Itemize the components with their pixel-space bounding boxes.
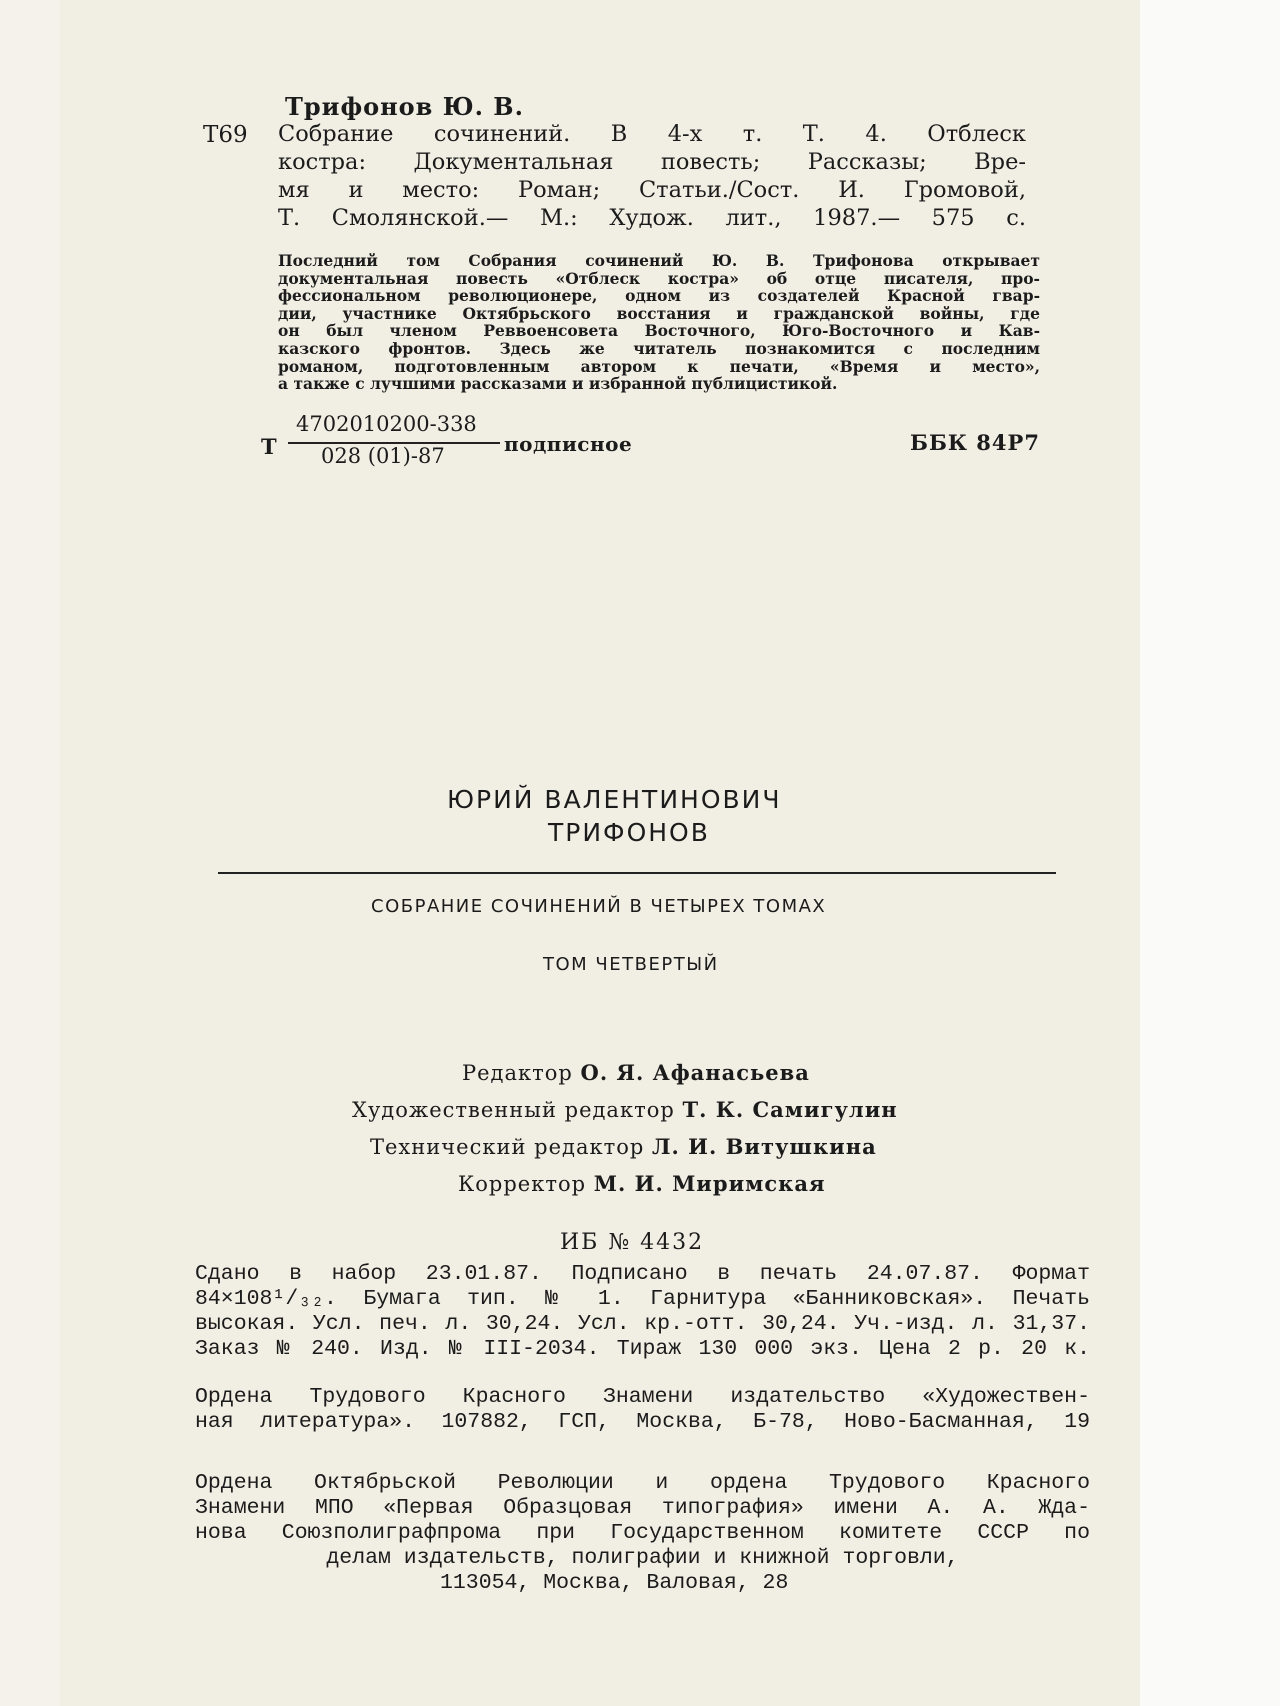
annotation-line: документальная повесть «Отблеск костра» об отце писателя, про- [278,268,1040,288]
print-details [195,1262,1090,1362]
credit-role: Художественный редактор [352,1098,675,1122]
credit-art-editor [352,1097,898,1122]
horizontal-rule [218,872,1056,874]
bib-line: костра: Документальная повесть; Рассказы; Вре- [278,149,1026,175]
bib-line: Т. Смолянской.— М.: Худож. лит., 1987.— 575 с. [278,205,1026,231]
annotation [278,252,1040,393]
credit-proofreader [458,1171,825,1196]
ib-number: ИБ № 4432 [560,1230,705,1255]
imprint-line: Сдано в набор 23.01.87. Подписано в печать 24.07.87. Формат [195,1262,1090,1286]
bbk-code: ББК 84Р7 [910,430,1040,455]
imprint-line: Ордена Трудового Красного Знамени издательство «Художествен- [195,1385,1090,1409]
annotation-line: романом, подготовленным автором к печати, «Время и место», [278,356,1040,376]
credit-editor [462,1060,810,1085]
credit-role: Корректор [458,1172,587,1196]
imprint-line: ная литература». 107882, ГСП, Москва, Б-78, Ново-Басманная, 19 [195,1410,1090,1434]
annotation-line: фессиональном революционере, одном из создателей Красной гвар- [278,286,1040,306]
subscription-label: подписное [504,432,633,456]
credit-person: О. Я. Афанасьева [580,1060,810,1085]
author-full-name-line1: ЮРИЙ ВАЛЕНТИНОВИЧ [447,785,782,814]
index-letter: Т [261,434,277,459]
imprint-line: Заказ № 240. Изд. № III-2034. Тираж 130 000 экз. Цена 2 р. 20 к. [195,1337,1090,1361]
volume-title: ТОМ ЧЕТВЕРТЫЙ [543,954,719,975]
publisher-info [195,1385,1090,1435]
credit-role: Технический редактор [370,1135,645,1159]
printer-address: 113054, Москва, Валовая, 28 [440,1571,789,1595]
index-denominator: 028 (01)-87 [321,444,445,468]
annotation-line: а также с лучшими рассказами и избранной публицистикой. [278,374,838,394]
annotation-line: казского фронтов. Здесь же читатель познакомится с последним [278,338,1040,358]
background-surface [1140,0,1280,1706]
imprint-line: Знамени МПО «Первая Образцовая типография» имени А. А. Жда- [195,1496,1090,1520]
imprint-line: 84×108¹/₃₂. Бумага тип. № 1. Гарнитура «Банниковская». Печать [195,1287,1090,1311]
annotation-line: он был членом Реввоенсовета Восточного, Юго-Восточного и Кав- [278,321,1040,341]
imprint-line: Ордена Октябрьской Революции и ордена Трудового Красного [195,1471,1090,1495]
credit-person: М. И. Миримская [593,1171,826,1196]
author-full-name-line2: ТРИФОНОВ [548,818,710,847]
printer-info [195,1471,1090,1596]
credit-person: Т. К. Самигулин [682,1097,898,1122]
index-numerator: 4702010200-338 [296,412,477,436]
credit-person: Л. И. Витушкина [651,1134,877,1159]
imprint-line: нова Союзполиграфпрома при Государственном комитете СССР по [195,1521,1090,1545]
bib-line: мя и место: Роман; Статьи./Сост. И. Громовой, [278,177,1026,203]
author-name: Трифонов Ю. В. [285,92,524,121]
annotation-line: дии, участнике Октябрьского восстания и гражданской войны, где [278,303,1040,323]
imprint-line: делам издательств, полиграфии и книжной торговли, [326,1546,959,1570]
bib-line: Собрание сочинений. В 4-х т. Т. 4. Отблеск [278,121,1026,147]
bibliographic-description [278,120,1026,232]
series-title: СОБРАНИЕ СОЧИНЕНИЙ В ЧЕТЫРЕХ ТОМАХ [371,896,827,917]
library-cipher: Т69 [203,122,248,148]
credit-role: Редактор [462,1061,573,1085]
credit-tech-editor [370,1134,877,1159]
imprint-line: высокая. Усл. печ. л. 30,24. Усл. кр.-отт. 30,24. Уч.-изд. л. 31,37. [195,1312,1090,1336]
annotation-line: Последний том Собрания сочинений Ю. В. Трифонова открывает [278,251,1040,270]
